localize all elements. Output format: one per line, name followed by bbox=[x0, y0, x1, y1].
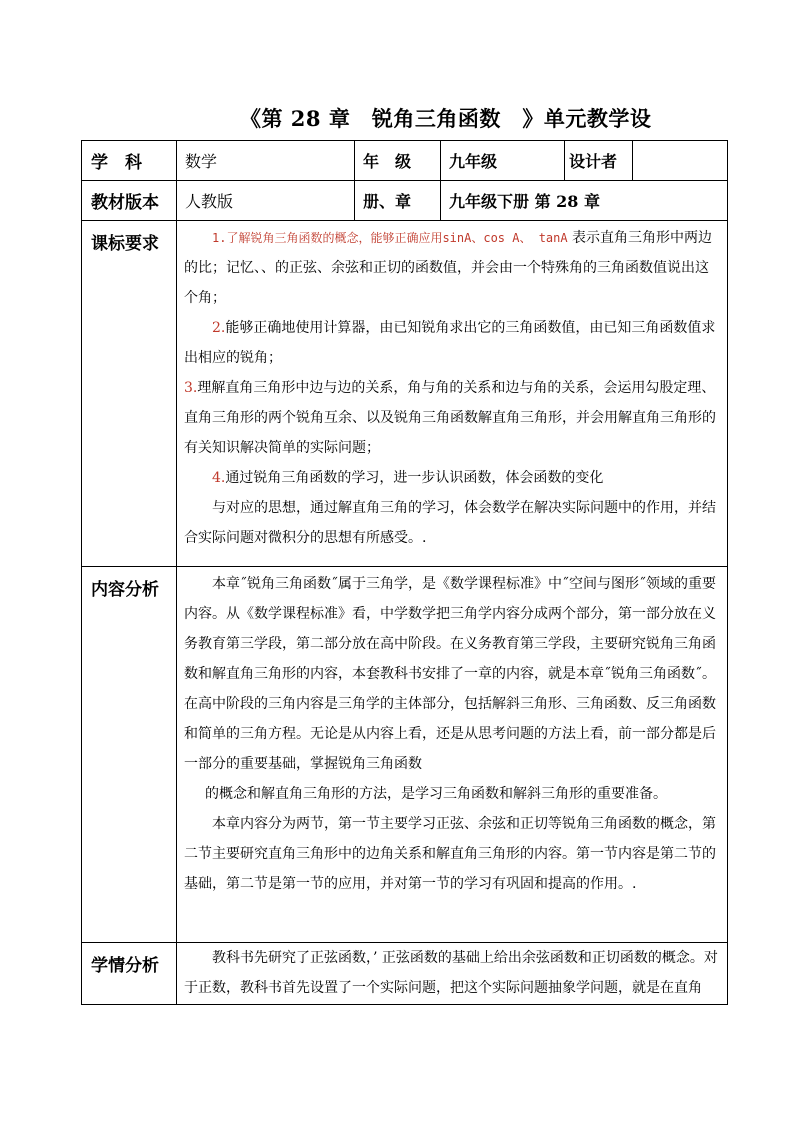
volume-label: 册、章 bbox=[355, 181, 441, 221]
curriculum-item-5: 与对应的思想，通过解直角三角的学习，体会数学在解决实际问题中的作用，并结合实际问题对微积分的思想有所感受。. bbox=[184, 500, 716, 546]
subject-label: 学 科 bbox=[82, 141, 177, 181]
curriculum-item-3: 3.理解直角三角形中边与边的关系，角与角的关系和边与角的关系，会运用勾股定理、直角三角形的两个锐角互余、以及锐角三角函数解直角三角形，并会用解直角三角形的有关知识解决简单的实际问题； bbox=[184, 380, 716, 456]
curriculum-item-1: 1.了解锐角三角函数的概念，能够正确应用sinA、cos A、 tanA 表示直角三角形中两边的比；记忆、、的正弦、余弦和正切的函数值，并会由一个特殊角的三角函数值说出这个角； bbox=[184, 230, 713, 306]
volume-value: 九年级下册 第 28 章 bbox=[441, 181, 728, 221]
page-title: 《第 28 章 锐角三角函数 》单元教学设 bbox=[240, 106, 652, 131]
content-analysis-label: 内容分析 bbox=[82, 567, 177, 943]
lesson-design-table bbox=[81, 140, 728, 1005]
edition-label: 教材版本 bbox=[82, 181, 177, 221]
student-analysis-row bbox=[82, 943, 728, 1005]
subject-value: 数学 bbox=[177, 141, 355, 181]
grade-value: 九年级 bbox=[441, 141, 565, 181]
student-analysis-content bbox=[177, 943, 728, 1005]
curriculum-label: 课标要求 bbox=[82, 221, 177, 567]
curriculum-item-4: 4.通过锐角三角函数的学习，进一步认识函数，体会函数的变化 bbox=[212, 470, 604, 486]
content-analysis-content bbox=[177, 567, 728, 943]
curriculum-content bbox=[177, 221, 728, 567]
content-analysis-para-1: 本章˝锐角三角函数˝属于三角学，是《数学课程标准》中˝空间与图形˝领域的重要内容。从《数学课程标准》看，中学数学把三角学内容分成两个部分，第一部分放在义务教育第三学段，第二部分放在高中阶段。在义务教育第三学段，主要研究锐角三角函数和解直角三角形的内容，本套教科书安排了一章的内容，就是本章˝锐角三角函数˝。在高中阶段的三角内容是三角学的主体部分，包括解斜三角形、三角函数、反三角函数和简单的三角方程。无论是从内容上看，还是从思考问题的方法上看，前一部分都是后一部分的重要基础，掌握锐角三角函数 bbox=[184, 576, 716, 772]
curriculum-item-2: 2.能够正确地使用计算器，由已知锐角求出它的三角函数值，由已知三角函数值求出相应的锐角； bbox=[184, 320, 716, 366]
curriculum-row bbox=[82, 221, 728, 567]
info-row-2 bbox=[82, 181, 728, 221]
info-row-1 bbox=[82, 141, 728, 181]
content-analysis-para-3: 本章内容分为两节，第一节主要学习正弦、余弦和正切等锐角三角函数的概念，第二节主要研究直角三角形中的边角关系和解直角三角形的内容。第一节内容是第二节的基础，第二节是第一节的应用，并对第一节的学习有巩固和提高的作用。. bbox=[184, 816, 716, 892]
student-analysis-para-1: 教科书先研究了正弦函数，’ 正弦函数的基础上给出余弦函数和正切函数的概念。对于正数，教科书首先设置了一个实际问题，把这个实际问题抽象学问题，就是在直角 bbox=[184, 950, 718, 996]
student-analysis-label: 学情分析 bbox=[82, 943, 177, 1005]
edition-value: 人教版 bbox=[177, 181, 355, 221]
designer-label: 设计者 bbox=[565, 141, 633, 181]
designer-value bbox=[633, 141, 728, 181]
grade-label: 年 级 bbox=[355, 141, 441, 181]
content-analysis-row bbox=[82, 567, 728, 943]
content-analysis-para-2: 的概念和解直角三角形的方法，是学习三角函数和解斜三角形的重要准备。 bbox=[205, 786, 667, 802]
